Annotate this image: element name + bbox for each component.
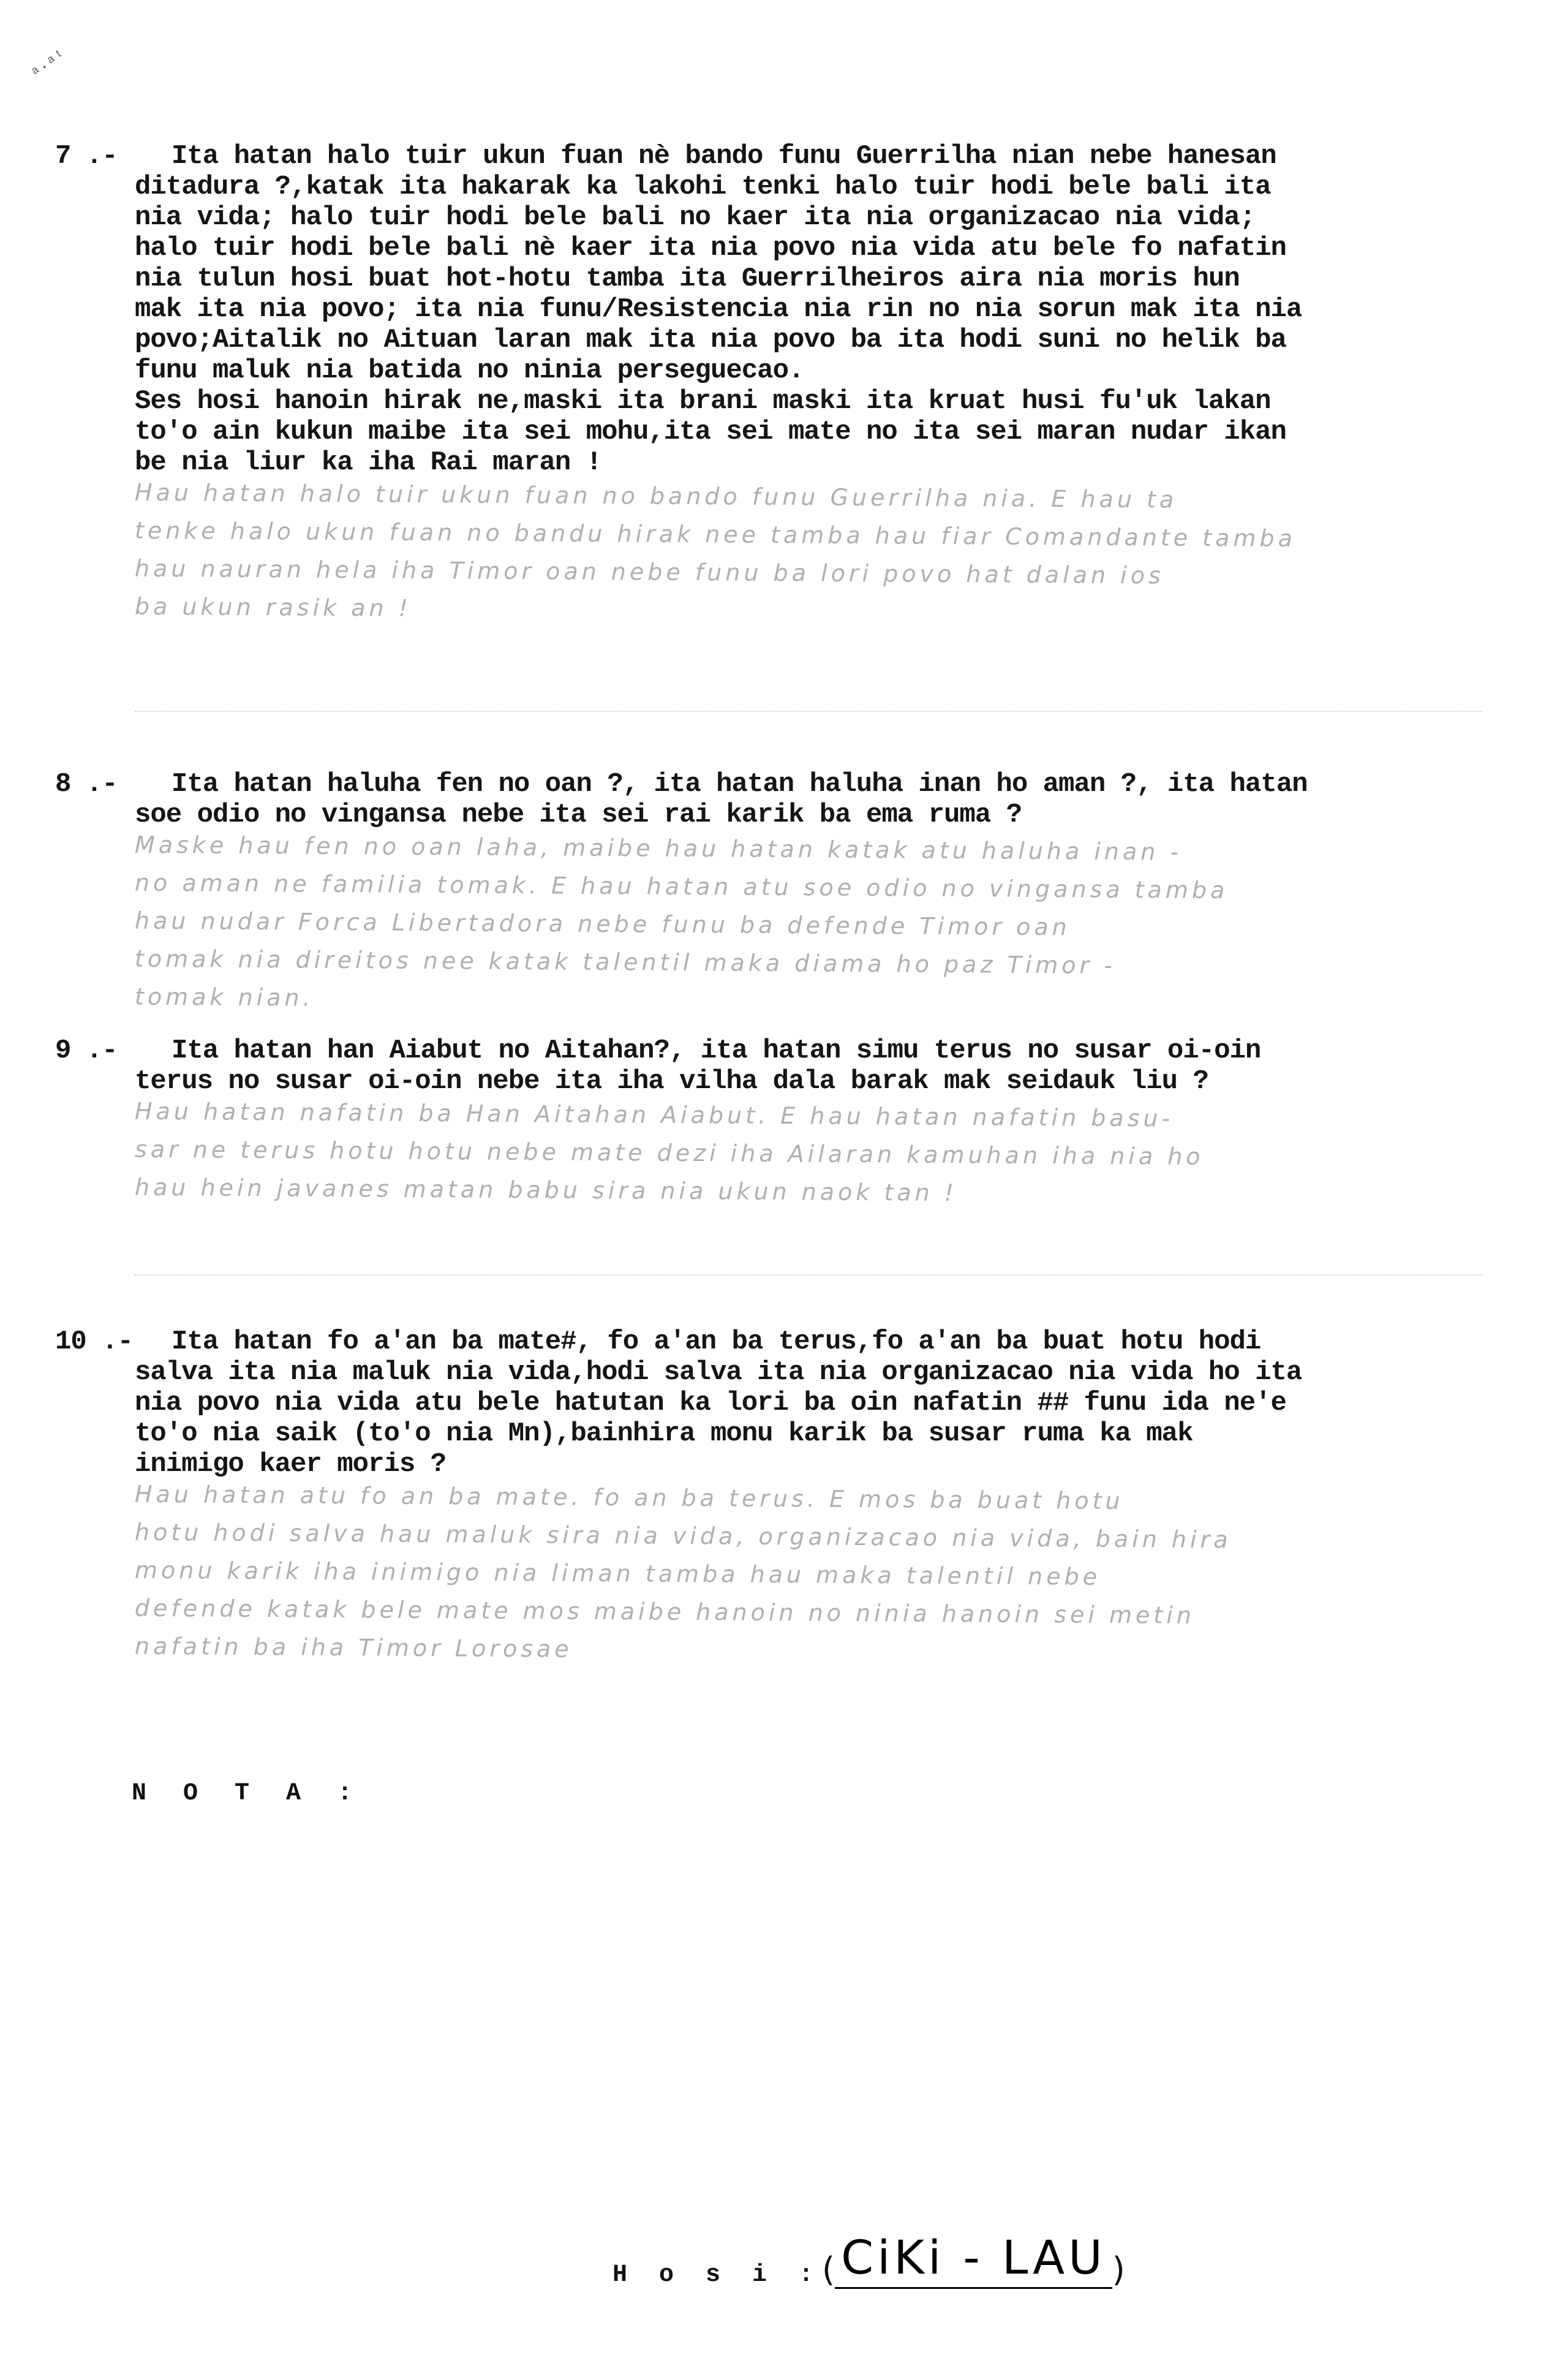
handwritten-answer-line: Maske hau fen no oan laha, maibe hau hatan katak atu haluha inan - (134, 831, 1183, 866)
question-text: Ita hatan halo tuir ukun fuan nè bando funu Guerrilha nian nebe hanesan (172, 141, 1276, 172)
handwritten-answer-line: ba ukun rasik an ! (134, 592, 412, 622)
handwritten-answer-line: hau nudar Forca Libertadora nebe funu ba defende Timor oan (134, 907, 1071, 941)
handwritten-answer-line: hotu hodi salva hau maluk sira nia vida, organizacao nia vida, bain hira (134, 1518, 1232, 1554)
question-line (55, 141, 1501, 172)
handwritten-answer-line: hau nauran hela iha Timor oan nebe funu ba lori povo hat dalan ios (134, 554, 1164, 589)
signature-name: CiKi - LAU (835, 2230, 1112, 2289)
question-text: mak ita nia povo; ita nia funu/Resistencia nia rin no nia sorun mak ita nia (135, 294, 1302, 325)
nota-label: N O T A : (132, 1780, 364, 1807)
handwritten-answer-line: Hau hatan nafatin ba Han Aitahan Aiabut. E hau hatan nafatin basu- (134, 1097, 1174, 1132)
faint-divider (135, 711, 1482, 712)
question-text: Ita hatan haluha fen no oan ?, ita hatan haluha inan ho aman ?, ita hatan (172, 769, 1308, 800)
question-text: nia povo nia vida atu bele hatutan ka lori ba oin nafatin ## funu ida ne'e (135, 1388, 1286, 1418)
question-text: inimigo kaer moris ? (135, 1449, 447, 1480)
question-text: halo tuir hodi bele bali nè kaer ita nia povo nia vida atu bele fo nafatin (135, 233, 1286, 263)
corner-mark: ᵃ·ᵃᵗ (28, 45, 70, 83)
question-text: salva ita nia maluk nia vida,hodi salva ita nia organizacao nia vida ho ita (135, 1357, 1302, 1388)
signature-block (612, 2230, 1125, 2289)
question-9 (55, 1035, 1501, 1211)
close-paren: ) (1112, 2250, 1125, 2289)
question-text: Ses hosi hanoin hirak ne,maski ita brani maski ita kruat husi fu'uk lakan (135, 386, 1271, 417)
question-number: 9 .- (55, 1035, 118, 1066)
question-8 (55, 769, 1501, 1020)
question-text: Ita hatan han Aiabut no Aitahan?, ita hatan simu terus no susar oi-oin (172, 1035, 1261, 1066)
hosi-label: H o s i : (612, 2261, 823, 2289)
question-line (55, 769, 1501, 800)
question-text: nia vida; halo tuir hodi bele bali no kaer ita nia organizacao nia vida; (135, 202, 1256, 233)
question-number: 8 .- (55, 769, 118, 800)
question-text: to'o ain kukun maibe ita sei mohu,ita sei mate no ita sei maran nudar ikan (135, 417, 1286, 447)
question-line (55, 1326, 1501, 1357)
handwritten-answer-line: nafatin ba iha Timor Lorosae (134, 1632, 573, 1663)
handwritten-answer-line: tomak nian. (134, 983, 314, 1012)
handwritten-answer-line: Hau hatan atu fo an ba mate. fo an ba terus. E mos ba buat hotu (134, 1480, 1124, 1514)
question-text: to'o nia saik (to'o nia Mn),bainhira monu karik ba susar ruma ka mak (135, 1418, 1193, 1449)
question-number: 10 .- (55, 1326, 134, 1357)
question-10 (55, 1326, 1501, 1670)
handwritten-answer-line: tomak nia direitos nee katak talentil maka diama ho paz Timor - (134, 945, 1117, 979)
question-text: funu maluk nia batida no ninia perseguecao. (135, 355, 804, 386)
handwritten-answer-line: monu karik iha inimigo nia liman tamba hau maka talentil nebe (134, 1556, 1101, 1590)
question-text: nia tulun hosi buat hot-hotu tamba ita Guerrilheiros aira nia moris hun (135, 263, 1240, 294)
handwritten-answer-line: no aman ne familia tomak. E hau hatan atu soe odio no vingansa tamba (134, 869, 1229, 904)
question-text: povo;Aitalik no Aituan laran mak ita nia povo ba ita hodi suni no helik ba (135, 325, 1286, 355)
question-text: ditadura ?,katak ita hakarak ka lakohi tenki halo tuir hodi bele bali ita (135, 172, 1271, 202)
question-text: soe odio no vingansa nebe ita sei rai karik ba ema ruma ? (135, 800, 1022, 830)
open-paren: ( (822, 2250, 835, 2289)
question-number: 7 .- (55, 141, 118, 172)
handwritten-answer-line: hau hein javanes matan babu sira nia ukun naok tan ! (134, 1173, 958, 1207)
faint-divider (135, 1274, 1482, 1276)
handwritten-answer-line: sar ne terus hotu hotu nebe mate dezi iha Ailaran kamuhan iha nia ho (134, 1135, 1204, 1170)
handwritten-answer-line: Hau hatan halo tuir ukun fuan no bando funu Guerrilha nia. E hau ta (134, 478, 1178, 513)
question-7 (55, 141, 1501, 630)
question-text: terus no susar oi-oin nebe ita iha vilha dala barak mak seidauk liu ? (135, 1066, 1208, 1097)
handwritten-answer-line: defende katak bele mate mos maibe hanoin no ninia hanoin sei metin (134, 1594, 1196, 1629)
question-text: be nia liur ka iha Rai maran ! (135, 447, 602, 478)
question-text: Ita hatan fo a'an ba mate#, fo a'an ba terus,fo a'an ba buat hotu hodi (172, 1326, 1261, 1357)
question-line (55, 1035, 1501, 1066)
handwritten-answer-line: tenke halo ukun fuan no bandu hirak nee tamba hau fiar Comandante tamba (134, 516, 1296, 552)
